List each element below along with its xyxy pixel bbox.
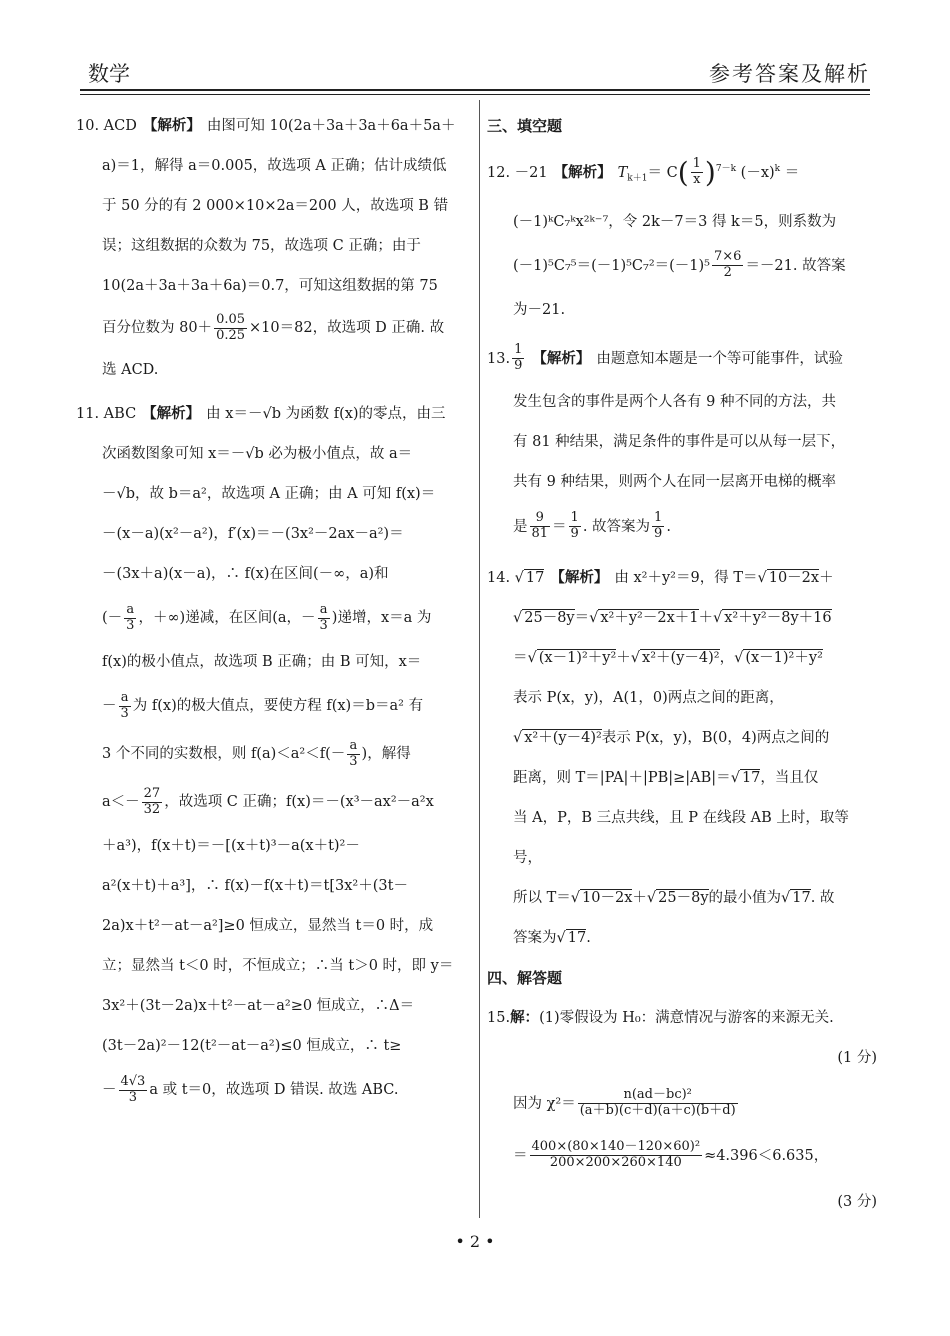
score-label: (3 分) [837,1193,877,1210]
fraction: $\frac{7\times 6}{2}$ [714,249,742,281]
header-subject: 数学 [88,62,130,86]
question-13: 13. $\frac{1}{9}$ 【解析】 由题意知本题是一个等可能事件，试验 发生包含的事件是两个人各有 9 种不同的方法，共 有 81 种结果，满足条件的事件是可以从每一层下， 共有 9 种结果，则两个人在同一层离开电梯的概率 是 $\frac{9}{81}$ ＝ $\frac{1}{9}$ . 故答案为 $\frac{1}{9}$ . [487,342,846,542]
question-11: 11. ABC 【解析】 由 x＝－√b 为函数 f(x)的零点，由三 次函数图象可知 x＝－√b 必为极小值点，故 a＝ －√b，故 b＝a²，故选项 A 正确；由 A 可知 f(x)＝ －(x－a)(x²－a²)，f′(x)＝－(3x²－2ax－a²)＝ －(3x＋a)(x－a)，∴ f(x)在区间(－∞，a)和 (－ $\frac{a}{3}$ ，＋∞)递减，在区间(a，－ $\frac{a}{3}$ )递增，x＝a 为 f(x)的极小值点，故选项 B 正确；由 B 可知，x＝ － $\frac{a}{3}$ 为 f(x)的极大值点，要使方程 f(x)＝b＝a² 有 3 个不同的实数根，则 f(a)＜a²＜f(－ $\frac{a}{3}$ )，解得 a＜－ $\frac{27}{32}$ ，故选项 C 正确；f(x)＝－(x³－ax²－a²x ＋a³)，f(x＋t)＝－[(x＋t)³－a(x＋t)²－ a²(x＋t)＋a³]，∴ f(x)－f(x＋t)＝t[3x²＋(3t－ 2a)x＋t²－at－a²]≥0 恒成立，显然当 t＝0 时，成 立；显然当 t＜0 时，不恒成立；∴当 t＞0 时，即 y＝ 3x²＋(3t－2a)x＋t²－at－a²≥0 恒成立，∴Δ＝ (3t－2a)²－12(t²－at－a²)≤0 恒成立，∴ t≥ － $\frac{4√3}{3}$ a 或 t＝0，故选项 D 错误. 故选 ABC. [76,405,454,1105]
fraction: $\frac{1}{9}$ [654,510,663,542]
question-14: 14. √ 17 【解析】 由 x²＋y²＝9，得 T＝√ 10－2x＋ √ 25－8y＝√ x²＋y²－2x＋1＋√ x²＋y²－8y＋16 ＝√ (x－1)²＋y²＋√ x²＋(y－4)²，√ (x－1)²＋y² 表示 P(x，y)，A(1，0)两点之间的距离， √ x²＋(y－4)²表示 P(x，y)，B(0，4)两点之间的 距离，则 T＝|PA|＋|PB|≥|AB|＝√ 17，当且仅 当 A，P，B 三点共线，且 P 在线段 AB 上时，取等号， 所以 T＝√ 10－2x＋√ 25－8y的最小值为√ 17. 故 答案为√ 17. [487,568,849,946]
score-label: (1 分) [837,1049,877,1066]
column-divider [479,100,480,1218]
fraction: $\frac{9}{81}$ [531,510,549,542]
fraction: $\frac{a}{3}$ [349,737,358,769]
header-title: 参考答案及解析 [709,62,870,86]
left-column [76,106,466,1114]
fraction: $\frac{\text{400×(80×140－120×60)²}}{200\times 200\times 260\times 140}$ [531,1139,701,1171]
question-15: 15.解：(1)零假设为 H₀：满意情况与游客的来源无关. (1 分) 因为 χ²＝ $\frac{\text{n(ad－bc)²}}{(a+b)(c+d)(a+c)(b+d)}$ ＝ $\frac{\text{400×(80×140－120×60)²}}{200\times 200\times 260\times 140}$ ≈4.396＜6.635， (3 分) [487,998,877,1222]
fraction: $\frac{4√3}{3}$ [120,1073,146,1105]
fraction: $\frac{a}{3}$ [319,601,328,633]
header-rule-thin [80,94,870,95]
fraction: $\frac{\text{n(ad－bc)²}}{(a+b)(c+d)(a+c)(b+d)}$ [579,1087,736,1119]
page-number: • 2 • [455,1232,495,1251]
fraction: $\frac{1}{9}$ [570,510,579,542]
fraction: $\frac{27}{32}$ [143,785,161,817]
fraction: $\frac{1}{x}$ [692,156,701,188]
question-12: 12. －21 【解析】 $T_{k+1}= C$( $\frac{1}{x}$ )$^{7-k}$ $(-x)^k$ ＝ (－1)ᵏC₇ᵏx²ᵏ⁻⁷，令 2k－7＝3 得 k＝5，则系数为 (－1)⁵C₇⁵＝(－1)⁵C₇²＝(－1)⁵ $\frac{7\times 6}{2}$ ＝－21. 故答案 为－21. [487,155,846,318]
fraction: $\frac{a}{3}$ [120,689,129,721]
section-heading: 四、解答题 [487,968,563,987]
fraction: $\frac{a}{3}$ [126,601,135,633]
section-heading: 三、填空题 [487,117,563,135]
fraction: $\frac{1}{9}$ [514,342,523,374]
header-rule [80,89,870,91]
right-column [487,106,877,1222]
question-10: 10. ACD 【解析】 由图可知 10(2a＋3a＋3a＋6a＋5a＋ a)＝1，解得 a＝0.005，故选项 A 正确；估计成绩低 于 50 分的有 2 000×10×2a＝200 人，故选项 B 错 误；这组数据的众数为 75，故选项 C 正确；由于 10(2a＋3a＋3a＋6a)＝0.7，可知这组数据的第 75 百分位数为 80＋ $\frac{0.05}{0.25}$ ×10＝82，故选项 D 正确. 故 选 ACD. [76,117,456,378]
fraction: $\frac{0.05}{0.25}$ [216,311,246,343]
